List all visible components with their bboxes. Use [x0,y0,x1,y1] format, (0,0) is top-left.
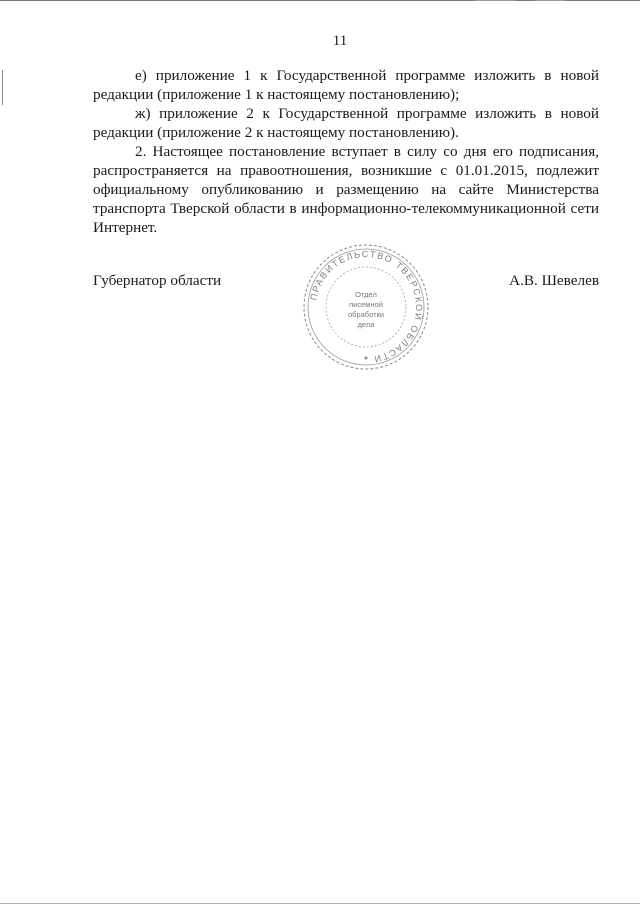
scan-border-bottom [0,903,640,904]
signatory-position: Губернатор области [93,272,222,289]
seal-center-line: дела [357,320,375,329]
signatory-name: А.В. Шевелев [509,272,599,289]
scan-artifact-top [475,0,515,1]
page-number: 11 [332,33,348,49]
scan-artifact-top [535,0,565,1]
seal-center-line: Отдел [355,290,377,299]
seal-ring-text: ПРАВИТЕЛЬСТВО ТВЕРСКОЙ ОБЛАСТИ [308,248,425,365]
paragraph-clause-2: 2. Настоящее постановление вступает в силу со дня его подписания, распространяется на правоотношения, возникшие с 01.01.2015, подлежит официальному опубликованию и размещению на сайте Министерства транспорта Тверской области в информационно-телекоммуникационной сети Интернет. [93,143,599,236]
seal-center-line: писемной [349,300,383,309]
paragraph-item-e: е) приложение 1 к Государственной программе изложить в новой редакции (приложение 1 к настоящему постановлению); [93,67,599,103]
official-seal [301,242,431,372]
paragraph-item-zh: ж) приложение 2 к Государственной программе изложить в новой редакции (приложение 2 к настоящему постановлению). [93,105,599,141]
scan-edge-left [2,70,3,105]
document-body [93,66,599,237]
seal-center-line: обработки [347,310,385,319]
